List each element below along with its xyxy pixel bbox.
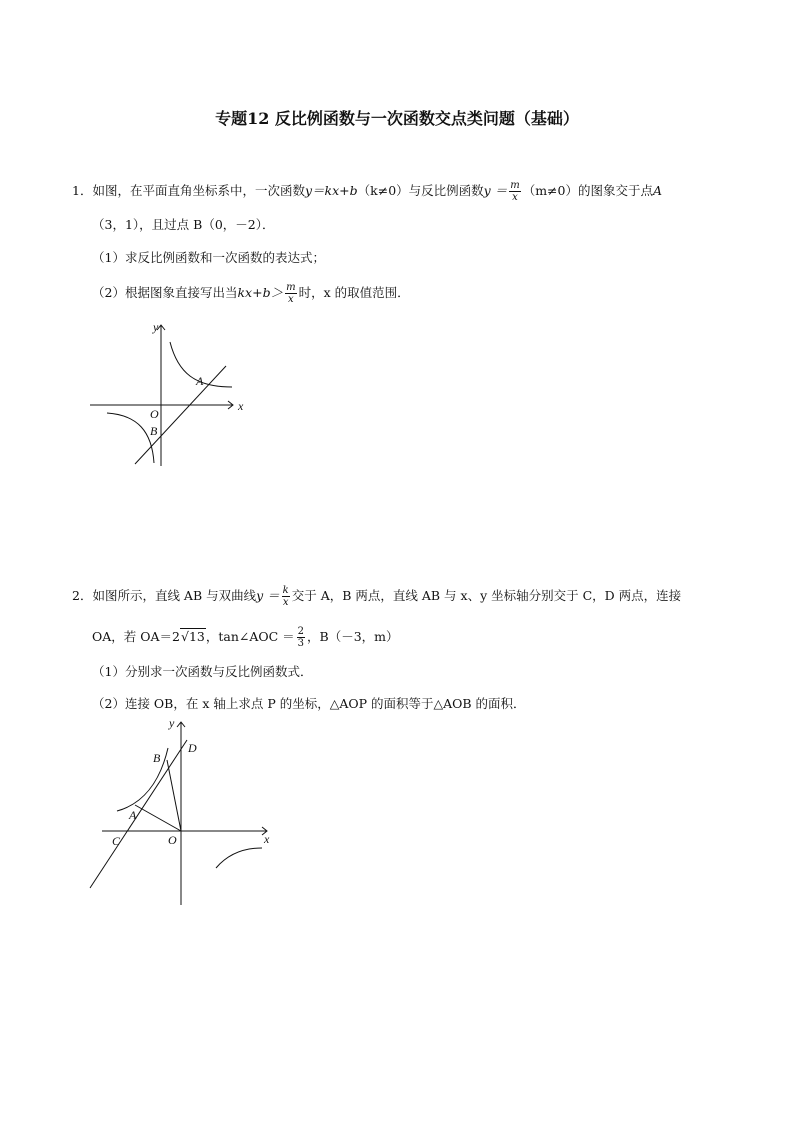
- q1-part2-fraction: $\frac{m}{x}$: [286, 282, 296, 305]
- q2-intro: 如图所示，直线 AB 与双曲线: [92, 588, 257, 603]
- q2-fraction: $\frac{k}{x}$: [282, 585, 289, 608]
- q2-text1: 交于 A，B 两点，直线 AB 与 x、y 坐标轴分别交于 C，D 两点，连接: [291, 588, 682, 603]
- q2-line-ab: [90, 740, 187, 888]
- q2-label-b: B: [153, 751, 161, 765]
- q2-label-y: y: [169, 716, 175, 730]
- q1-label-y: y: [153, 320, 159, 334]
- q2-number: 2．: [72, 588, 93, 603]
- q2-hyperbola-upper: [117, 748, 168, 811]
- q1-part2: （2）根据图象直接写出当kx+b＞ $\frac{m}{x}$ 时，x 的取值范围．: [92, 282, 410, 305]
- q1-m-condition: （m≠0）: [522, 183, 578, 198]
- q1-mid-text: 与反比例函数: [408, 183, 484, 198]
- q2-tan-fraction: $\frac{2}{3}$: [297, 626, 305, 649]
- q2-label-a: A: [129, 808, 137, 822]
- q1-y-equals: y ＝: [483, 183, 508, 198]
- q1-intro: 如图，在平面直角坐标系中，一次函数: [92, 183, 305, 198]
- q2-label-x: x: [264, 832, 270, 846]
- q2-y-equals: y ＝: [256, 588, 280, 603]
- q2-label-d: D: [188, 741, 197, 755]
- q1-linear-expr: y＝kx+b: [304, 183, 358, 198]
- q2-part1: （1）分别求一次函数与反比例函数式．: [92, 664, 313, 679]
- q1-fraction: $\frac{m}{x}$: [510, 180, 520, 203]
- q2-label-c: C: [112, 834, 121, 848]
- q2-part2: （2）连接 OB，在 x 轴上求点 P 的坐标，△AOP 的面积等于△AOB 的面积．: [92, 696, 526, 711]
- q2-sqrt: √13: [180, 629, 205, 644]
- q2-segment-ob: [167, 760, 181, 831]
- q1-point-a: A: [653, 183, 663, 198]
- q1-label-b: B: [150, 424, 158, 438]
- q1-k-condition: （k≠0）: [357, 183, 409, 198]
- q2-segment-oa: [135, 805, 181, 831]
- q2-hyperbola-lower: [216, 848, 262, 868]
- q2-line2: OA，若 OA＝2√13，tan∠AOC ＝ $\frac{2}{3}$ ，B（－3，m）: [92, 626, 399, 649]
- q1-part1: （1）求反比例函数和一次函数的表达式；: [92, 250, 325, 265]
- q1-number: 1．: [72, 183, 93, 198]
- q1-label-a: A: [196, 374, 204, 388]
- page-title: 专题12 反比例函数与一次函数交点类问题（基础）: [215, 109, 579, 128]
- q1-end-text: 的图象交于点: [577, 183, 653, 198]
- q1-line2: （3，1），且过点 B（0，－2）．: [92, 217, 275, 232]
- q1-label-o: O: [150, 407, 159, 421]
- q1-label-x: x: [238, 399, 244, 413]
- q2-label-o: O: [168, 833, 177, 847]
